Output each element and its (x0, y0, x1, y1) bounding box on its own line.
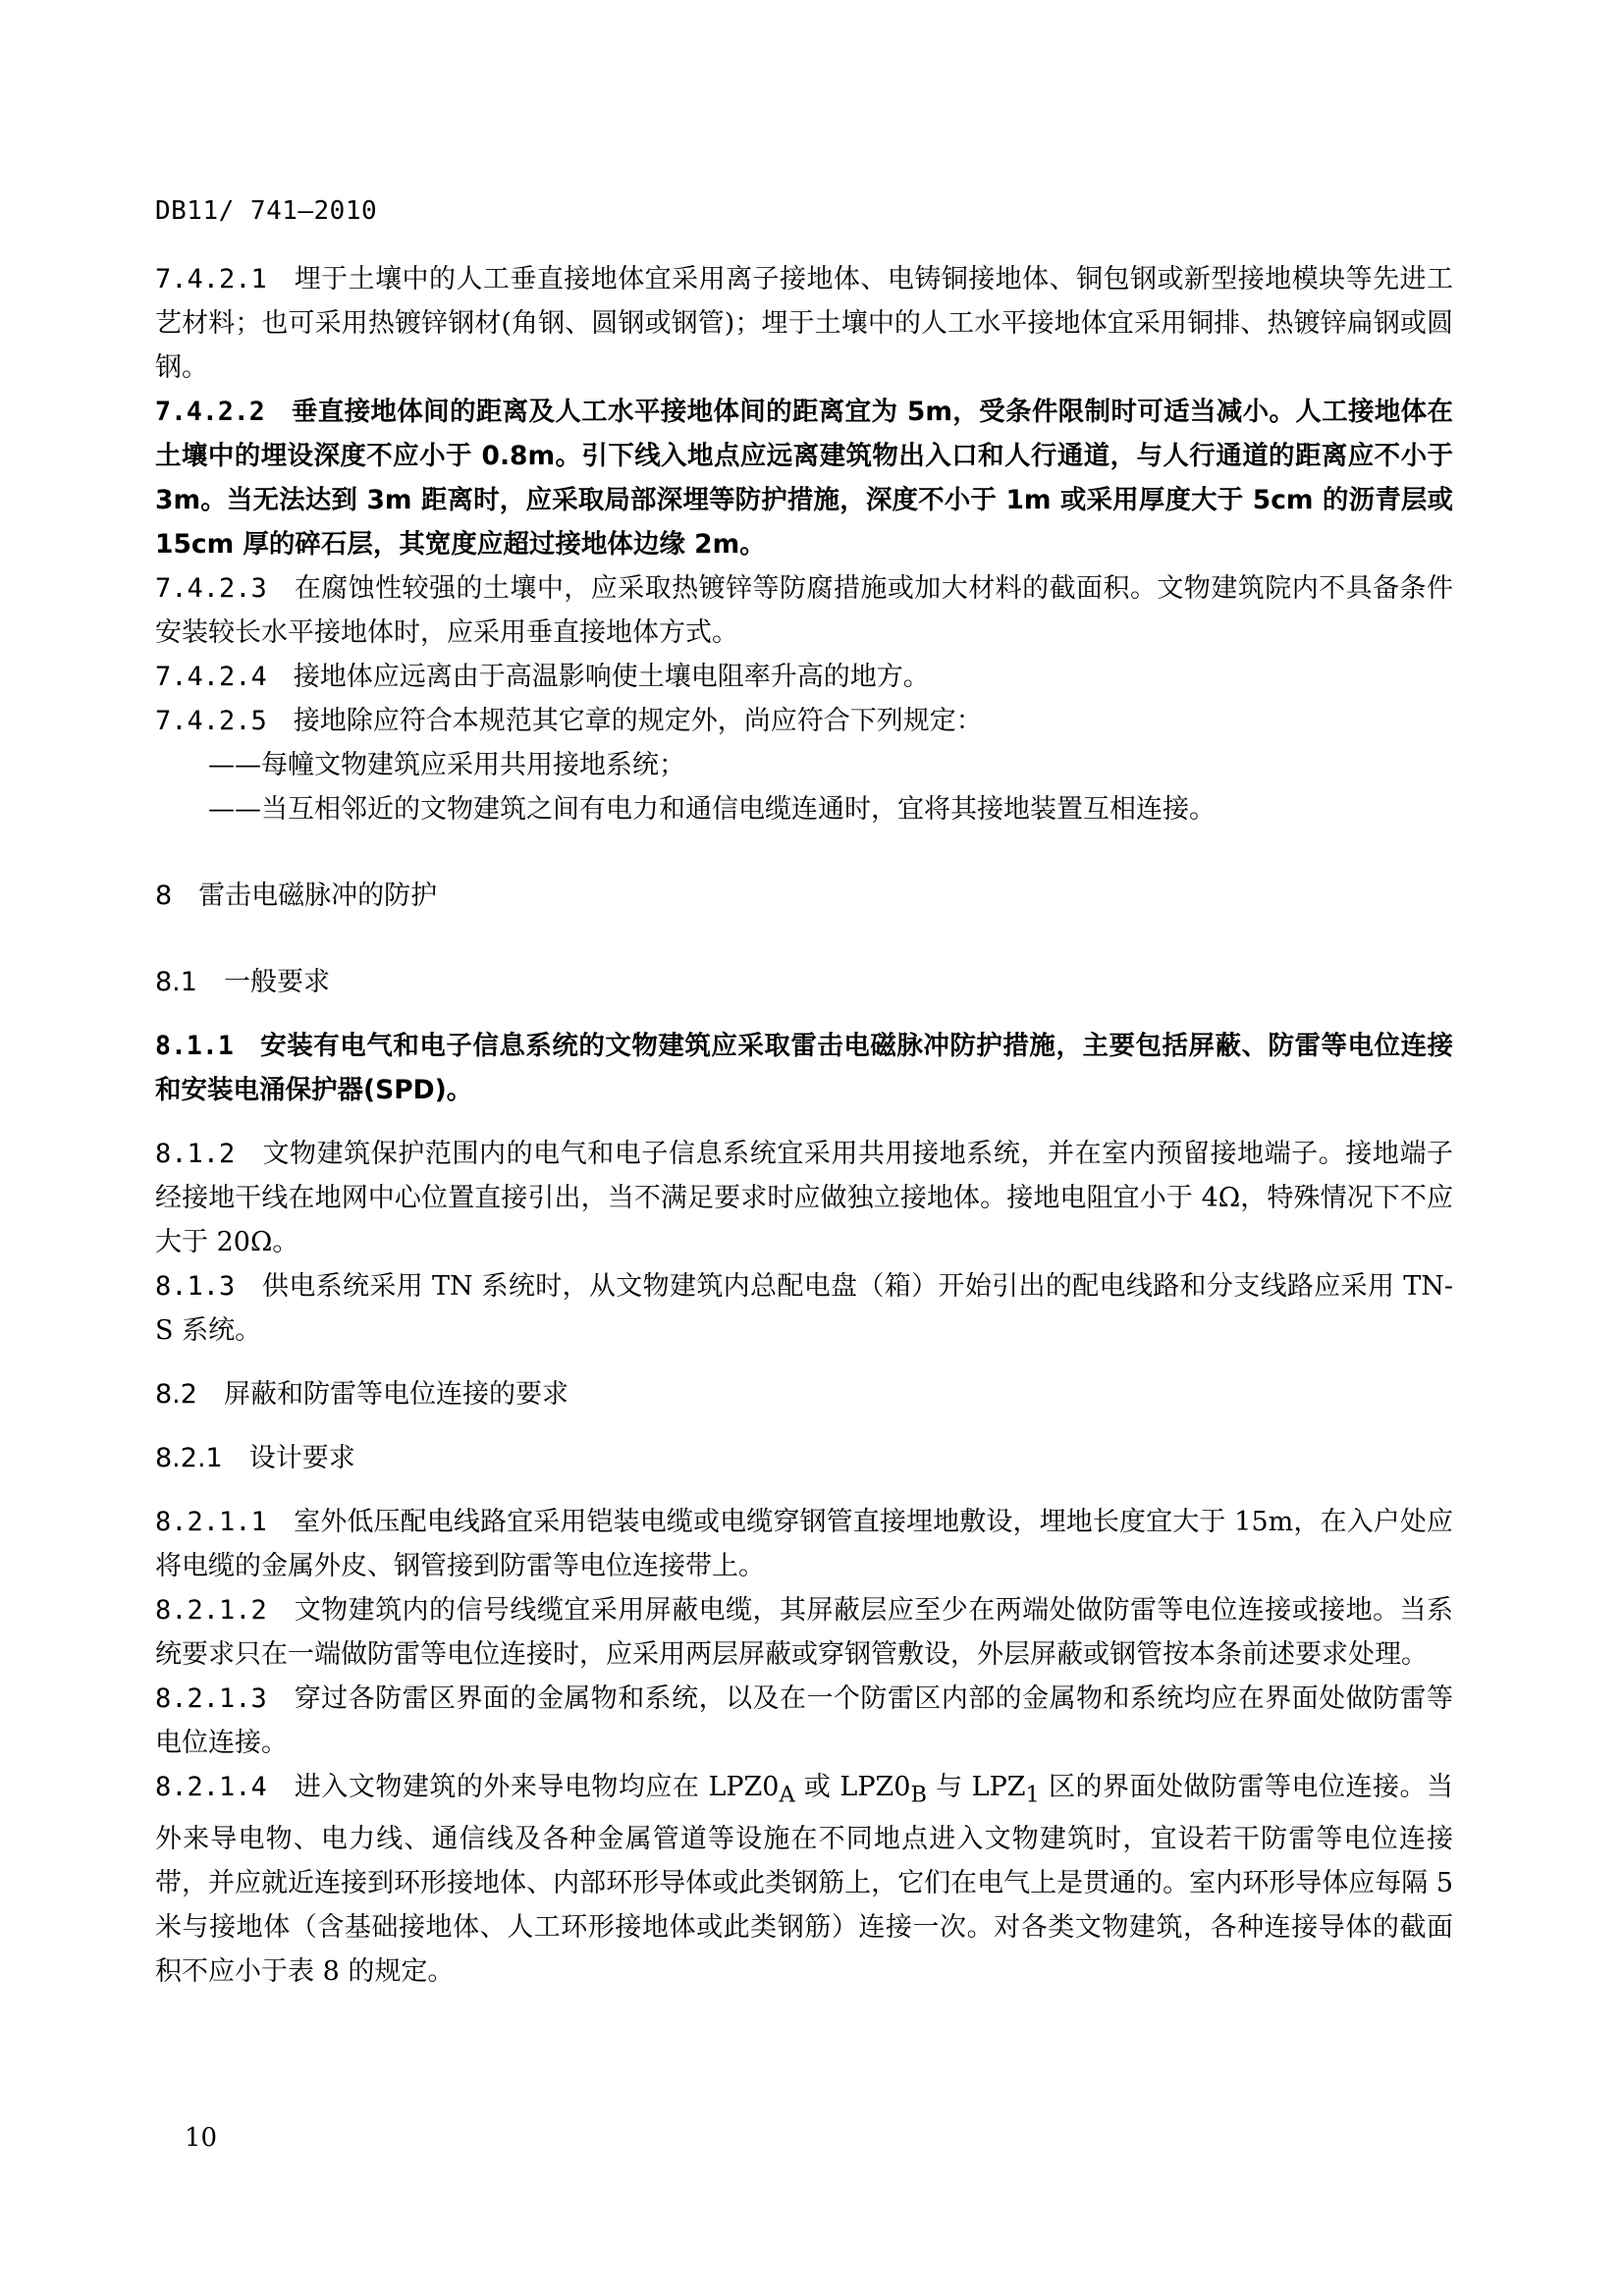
clause-8-1-3 (155, 1264, 1453, 1353)
clause-text: 文物建筑内的信号线缆宜采用屏蔽电缆，其屏蔽层应至少在两端处做防雷等电位连接或接地。当系统要求只在一端做防雷等电位连接时，应采用两层屏蔽或穿钢管敷设，外层屏蔽或钢管按本条前述要求处理。 (155, 1595, 1454, 1670)
subscript-b: B (910, 1782, 927, 1808)
section-8-2-heading: 8.2 屏蔽和防雷等电位连接的要求 (155, 1379, 568, 1410)
dash-item-1: ——每幢文物建筑应采用共用接地系统； (208, 750, 685, 780)
clause-number: 8.2.1.3 (155, 1683, 267, 1714)
clause-8-2-1-2 (155, 1588, 1453, 1677)
clause-text: 接地除应符合本规范其它章的规定外，尚应符合下列规定： (293, 706, 983, 736)
clause-8-2-1-1 (155, 1500, 1453, 1588)
clause-number: 8.2.1.2 (155, 1595, 267, 1626)
section-8-heading: 8 雷击电磁脉冲的防护 (155, 881, 438, 911)
page-number: 10 (185, 2123, 218, 2153)
clause-number: 7.4.2.3 (155, 573, 267, 604)
standard-code-header: DB11/ 741—2010 (155, 196, 378, 226)
clause-text: 在腐蚀性较强的土壤中，应采取热镀锌等防腐措施或加大材料的截面积。文物建筑院内不具备条件安装较长水平接地体时，应采用垂直接地体方式。 (155, 573, 1454, 648)
clause-text: 室外低压配电线路宜采用铠装电缆或电缆穿钢管直接埋地敷设，埋地长度宜大于 15m，在入户处应将电缆的金属外皮、钢管接到防雷等电位连接带上。 (155, 1507, 1454, 1581)
clause-8-1-2 (155, 1132, 1453, 1264)
clause-number: 8.2.1.4 (155, 1772, 267, 1802)
clause-7-4-2-3 (155, 566, 1453, 655)
clause-text: 埋于土壤中的人工垂直接地体宜采用离子接地体、电铸铜接地体、铜包钢或新型接地模块等先进工艺材料；也可采用热镀锌钢材(角钢、圆钢或钢管)；埋于土壤中的人工水平接地体宜采用铜排、热镀锌扁钢或圆钢。 (155, 264, 1454, 383)
clause-number: 7.4.2.1 (155, 264, 267, 294)
clause-8-2-1-4 (155, 1765, 1453, 1994)
section-8-2-1-heading: 8.2.1 设计要求 (155, 1443, 355, 1473)
clause-text: 区的界面处做防雷等电位连接。当外来导电物、电力线、通信线及各种金属管道等设施在不同地点进入文物建筑时，宜设若干防雷等电位连接带，并应就近连接到环形接地体、内部环形导体或此类钢筋上，它们在电气上是贯通的。室内环形导体应每隔 5 米与接地体（含基础接地体、人工环形接地体或此类钢筋）连接一次。对各类文物建筑，各种连接导体的截面积不应小于表 8 的规定。 (155, 1772, 1454, 1988)
clause-number: 8.1.2 (155, 1139, 236, 1169)
clause-number: 7.4.2.5 (155, 706, 267, 736)
clause-number: 8.2.1.1 (155, 1507, 267, 1537)
clause-text: 或 LPZ0 (794, 1772, 911, 1802)
clause-text: 穿过各防雷区界面的金属物和系统，以及在一个防雷区内部的金属物和系统均应在界面处做防雷等电位连接。 (155, 1683, 1454, 1758)
clause-number: 8.1.3 (155, 1271, 236, 1302)
clause-text: 供电系统采用 TN 系统时，从文物建筑内总配电盘（箱）开始引出的配电线路和分支线路应采用 TN-S 系统。 (155, 1271, 1454, 1346)
clause-text: 与 LPZ (927, 1772, 1026, 1802)
clause-number: 7.4.2.2 (155, 397, 265, 427)
clause-7-4-2-5 (155, 699, 1453, 743)
clause-7-4-2-2 (155, 390, 1453, 566)
clause-7-4-2-4 (155, 655, 1453, 699)
clause-number: 8.1.1 (155, 1031, 234, 1061)
clause-8-2-1-3 (155, 1677, 1453, 1765)
clause-text: 垂直接地体间的距离及人工水平接地体间的距离宜为 5m，受条件限制时可适当减小。人工接地体在土壤中的埋设深度不应小于 0.8m。引下线入地点应远离建筑物出入口和人行通道，与人行通道的距离应不小于 3m。当无法达到 3m 距离时，应采取局部深埋等防护措施，深度不小于 1m 或采用厚度大于 5cm 的沥青层或 15cm 厚的碎石层，其宽度应超过接地体边缘 2m。 (155, 397, 1454, 560)
dash-item-2: ——当互相邻近的文物建筑之间有电力和通信电缆连通时，宜将其接地装置互相连接。 (208, 794, 1216, 825)
subscript-1: 1 (1025, 1782, 1040, 1808)
document-body (155, 257, 1453, 1994)
clause-text: 文物建筑保护范围内的电气和电子信息系统宜采用共用接地系统，并在室内预留接地端子。接地端子经接地干线在地网中心位置直接引出，当不满足要求时应做独立接地体。接地电阻宜小于 4Ω，特殊情况下不应大于 20Ω。 (155, 1139, 1454, 1257)
section-8-1-heading: 8.1 一般要求 (155, 967, 330, 997)
clause-text: 进入文物建筑的外来导电物均应在 LPZ0 (294, 1772, 780, 1802)
clause-number: 7.4.2.4 (155, 662, 267, 692)
clause-7-4-2-1 (155, 257, 1453, 390)
clause-8-1-1 (155, 1024, 1453, 1112)
clause-text: 安装有电气和电子信息系统的文物建筑应采取雷击电磁脉冲防护措施，主要包括屏蔽、防雷等电位连接和安装电涌保护器(SPD)。 (155, 1031, 1454, 1105)
subscript-a: A (779, 1782, 795, 1808)
clause-text: 接地体应远离由于高温影响使土壤电阻率升高的地方。 (293, 662, 930, 692)
